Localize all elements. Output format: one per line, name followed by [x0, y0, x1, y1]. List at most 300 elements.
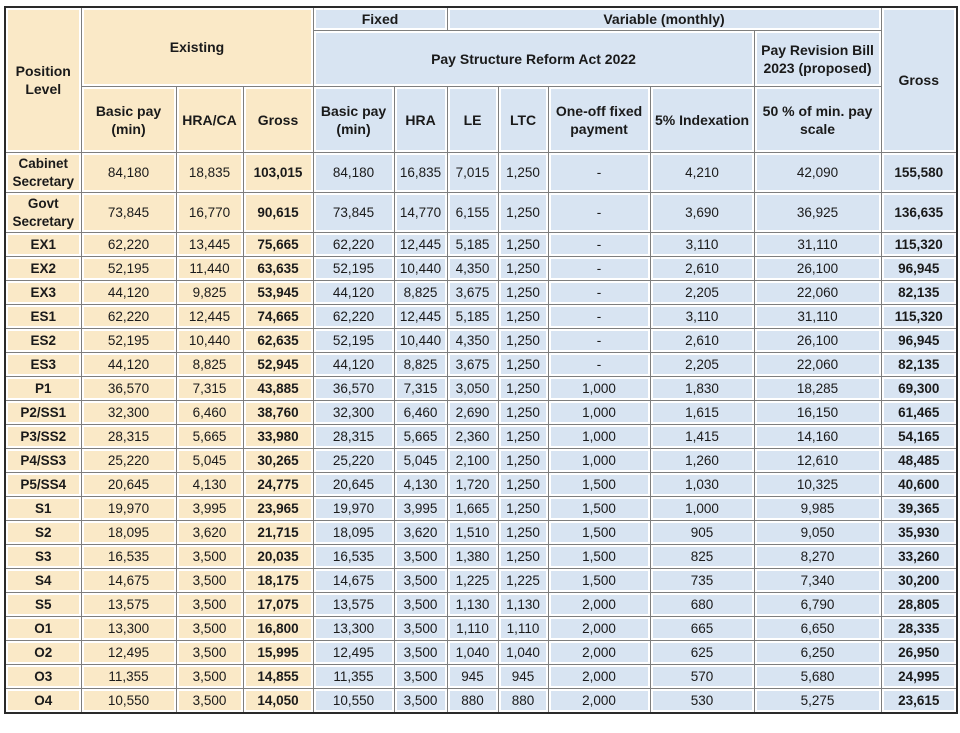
existing-hra-ca-cell: 3,500 [176, 641, 243, 665]
fixed-group-header: Fixed [313, 7, 447, 31]
existing-gross-cell: 14,050 [243, 689, 313, 713]
half-min-pay-scale-cell: 6,650 [754, 617, 881, 641]
table-row [5, 665, 957, 689]
position-level-cell: ES1 [5, 305, 81, 329]
table-row [5, 257, 957, 281]
ltc-cell: 1,250 [498, 329, 548, 353]
gross-final-cell: 28,335 [881, 617, 957, 641]
one-off-fixed-payment-cell: 1,500 [548, 473, 650, 497]
hra-cell: 3,500 [394, 617, 447, 641]
existing-hra-ca-cell: 5,045 [176, 449, 243, 473]
existing-gross-cell: 16,800 [243, 617, 313, 641]
existing-hra-ca-cell: 3,500 [176, 665, 243, 689]
position-level-cell: Cabinet Secretary [5, 153, 81, 193]
ltc-cell: 880 [498, 689, 548, 713]
existing-hra-ca-cell: 3,500 [176, 545, 243, 569]
table-row [5, 497, 957, 521]
ltc-cell: 1,250 [498, 497, 548, 521]
le-cell: 5,185 [447, 233, 498, 257]
le-cell: 2,360 [447, 425, 498, 449]
le-cell: 1,720 [447, 473, 498, 497]
position-level-cell: P3/SS2 [5, 425, 81, 449]
hra-cell: 3,500 [394, 689, 447, 713]
indexation-cell: 1,000 [650, 497, 754, 521]
basic-pay-cell: 62,220 [313, 305, 394, 329]
one-off-fixed-payment-cell: - [548, 153, 650, 193]
position-level-cell: O1 [5, 617, 81, 641]
indexation-cell: 1,830 [650, 377, 754, 401]
indexation-cell: 530 [650, 689, 754, 713]
variable-monthly-group-header: Variable (monthly) [447, 7, 881, 31]
existing-hra-ca-cell: 3,500 [176, 689, 243, 713]
table-body [5, 153, 957, 713]
le-cell: 4,350 [447, 329, 498, 353]
existing-gross-cell: 38,760 [243, 401, 313, 425]
gross-final-header: Gross [881, 7, 957, 153]
existing-hra-ca-cell: 3,500 [176, 569, 243, 593]
table-row [5, 545, 957, 569]
half-min-pay-scale-cell: 6,250 [754, 641, 881, 665]
hra-cell: 14,770 [394, 193, 447, 233]
le-cell: 4,350 [447, 257, 498, 281]
hra-cell: 16,835 [394, 153, 447, 193]
existing-hra-ca-cell: 10,440 [176, 329, 243, 353]
gross-final-cell: 82,135 [881, 281, 957, 305]
indexation-cell: 680 [650, 593, 754, 617]
ltc-cell: 1,250 [498, 193, 548, 233]
position-level-cell: EX1 [5, 233, 81, 257]
existing-gross-cell: 14,855 [243, 665, 313, 689]
existing-basic-pay-cell: 14,675 [81, 569, 176, 593]
existing-basic-pay-cell: 62,220 [81, 305, 176, 329]
one-off-fixed-payment-cell: 1,500 [548, 545, 650, 569]
gross-final-cell: 26,950 [881, 641, 957, 665]
ltc-cell: 1,250 [498, 545, 548, 569]
basic-pay-cell: 16,535 [313, 545, 394, 569]
half-min-pay-scale-cell: 8,270 [754, 545, 881, 569]
existing-hra-ca-cell: 6,460 [176, 401, 243, 425]
one-off-fixed-payment-cell: 2,000 [548, 593, 650, 617]
existing-basic-pay-cell: 20,645 [81, 473, 176, 497]
one-off-fixed-payment-cell: 1,500 [548, 521, 650, 545]
existing-basic-pay-cell: 18,095 [81, 521, 176, 545]
gross-final-cell: 54,165 [881, 425, 957, 449]
ltc-cell: 1,130 [498, 593, 548, 617]
col-header-ltc: LTC [498, 87, 548, 153]
basic-pay-cell: 20,645 [313, 473, 394, 497]
existing-gross-cell: 74,665 [243, 305, 313, 329]
existing-basic-pay-cell: 32,300 [81, 401, 176, 425]
basic-pay-cell: 25,220 [313, 449, 394, 473]
ltc-cell: 1,250 [498, 353, 548, 377]
half-min-pay-scale-cell: 9,050 [754, 521, 881, 545]
table-row [5, 617, 957, 641]
one-off-fixed-payment-cell: - [548, 353, 650, 377]
le-cell: 2,100 [447, 449, 498, 473]
existing-hra-ca-cell: 18,835 [176, 153, 243, 193]
table-row [5, 521, 957, 545]
position-level-cell: EX2 [5, 257, 81, 281]
hra-cell: 3,500 [394, 593, 447, 617]
col-header-le: LE [447, 87, 498, 153]
table-row [5, 153, 957, 193]
one-off-fixed-payment-cell: 1,000 [548, 449, 650, 473]
table-row [5, 401, 957, 425]
hra-cell: 10,440 [394, 329, 447, 353]
ltc-cell: 1,250 [498, 377, 548, 401]
indexation-cell: 2,610 [650, 257, 754, 281]
position-level-cell: ES2 [5, 329, 81, 353]
hra-cell: 4,130 [394, 473, 447, 497]
hra-cell: 3,500 [394, 569, 447, 593]
half-min-pay-scale-cell: 18,285 [754, 377, 881, 401]
ltc-cell: 1,250 [498, 281, 548, 305]
one-off-fixed-payment-cell: - [548, 233, 650, 257]
basic-pay-cell: 12,495 [313, 641, 394, 665]
le-cell: 1,130 [447, 593, 498, 617]
table-row [5, 353, 957, 377]
hra-cell: 10,440 [394, 257, 447, 281]
indexation-cell: 905 [650, 521, 754, 545]
position-level-cell: P4/SS3 [5, 449, 81, 473]
revision-bill-2023-group-header: Pay Revision Bill 2023 (proposed) [754, 31, 881, 87]
existing-hra-ca-cell: 11,440 [176, 257, 243, 281]
table-row [5, 689, 957, 713]
header-row-groups-top [5, 7, 957, 31]
gross-final-cell: 30,200 [881, 569, 957, 593]
existing-hra-ca-cell: 3,620 [176, 521, 243, 545]
indexation-cell: 3,110 [650, 233, 754, 257]
le-cell: 1,380 [447, 545, 498, 569]
le-cell: 7,015 [447, 153, 498, 193]
position-level-header: Position Level [5, 7, 81, 153]
gross-final-cell: 33,260 [881, 545, 957, 569]
col-header-50pct-min-pay-scale: 50 % of min. pay scale [754, 87, 881, 153]
existing-basic-pay-cell: 11,355 [81, 665, 176, 689]
le-cell: 3,675 [447, 353, 498, 377]
col-header-basic-pay: Basic pay (min) [313, 87, 394, 153]
ltc-cell: 1,250 [498, 257, 548, 281]
indexation-cell: 1,615 [650, 401, 754, 425]
le-cell: 3,050 [447, 377, 498, 401]
le-cell: 1,110 [447, 617, 498, 641]
existing-basic-pay-cell: 19,970 [81, 497, 176, 521]
hra-cell: 3,500 [394, 665, 447, 689]
table-row [5, 281, 957, 305]
gross-final-cell: 39,365 [881, 497, 957, 521]
one-off-fixed-payment-cell: - [548, 329, 650, 353]
existing-gross-cell: 90,615 [243, 193, 313, 233]
existing-gross-cell: 75,665 [243, 233, 313, 257]
indexation-cell: 3,690 [650, 193, 754, 233]
hra-cell: 12,445 [394, 305, 447, 329]
table-row [5, 377, 957, 401]
existing-gross-cell: 21,715 [243, 521, 313, 545]
hra-cell: 3,500 [394, 545, 447, 569]
col-header-existing-basic-pay: Basic pay (min) [81, 87, 176, 153]
half-min-pay-scale-cell: 10,325 [754, 473, 881, 497]
half-min-pay-scale-cell: 7,340 [754, 569, 881, 593]
indexation-cell: 570 [650, 665, 754, 689]
hra-cell: 5,045 [394, 449, 447, 473]
le-cell: 1,665 [447, 497, 498, 521]
gross-final-cell: 69,300 [881, 377, 957, 401]
existing-gross-cell: 33,980 [243, 425, 313, 449]
one-off-fixed-payment-cell: - [548, 257, 650, 281]
existing-gross-cell: 17,075 [243, 593, 313, 617]
position-level-cell: S3 [5, 545, 81, 569]
position-level-cell: O4 [5, 689, 81, 713]
hra-cell: 7,315 [394, 377, 447, 401]
indexation-cell: 1,260 [650, 449, 754, 473]
table-row [5, 233, 957, 257]
table-row [5, 329, 957, 353]
position-level-cell: Govt Secretary [5, 193, 81, 233]
basic-pay-cell: 52,195 [313, 257, 394, 281]
one-off-fixed-payment-cell: - [548, 193, 650, 233]
one-off-fixed-payment-cell: 1,500 [548, 497, 650, 521]
position-level-cell: S5 [5, 593, 81, 617]
position-level-cell: O2 [5, 641, 81, 665]
table-row [5, 449, 957, 473]
hra-cell: 5,665 [394, 425, 447, 449]
existing-hra-ca-cell: 9,825 [176, 281, 243, 305]
le-cell: 1,510 [447, 521, 498, 545]
gross-final-cell: 115,320 [881, 233, 957, 257]
existing-gross-cell: 18,175 [243, 569, 313, 593]
half-min-pay-scale-cell: 31,110 [754, 305, 881, 329]
existing-gross-cell: 15,995 [243, 641, 313, 665]
basic-pay-cell: 84,180 [313, 153, 394, 193]
half-min-pay-scale-cell: 22,060 [754, 353, 881, 377]
one-off-fixed-payment-cell: - [548, 281, 650, 305]
half-min-pay-scale-cell: 16,150 [754, 401, 881, 425]
indexation-cell: 2,610 [650, 329, 754, 353]
header-row-columns [5, 87, 957, 153]
existing-gross-cell: 62,635 [243, 329, 313, 353]
existing-hra-ca-cell: 3,500 [176, 617, 243, 641]
gross-final-cell: 28,805 [881, 593, 957, 617]
half-min-pay-scale-cell: 31,110 [754, 233, 881, 257]
existing-hra-ca-cell: 16,770 [176, 193, 243, 233]
half-min-pay-scale-cell: 36,925 [754, 193, 881, 233]
position-level-cell: P5/SS4 [5, 473, 81, 497]
ltc-cell: 1,250 [498, 449, 548, 473]
ltc-cell: 1,250 [498, 473, 548, 497]
indexation-cell: 735 [650, 569, 754, 593]
ltc-cell: 1,225 [498, 569, 548, 593]
gross-final-cell: 40,600 [881, 473, 957, 497]
existing-gross-cell: 24,775 [243, 473, 313, 497]
existing-gross-cell: 52,945 [243, 353, 313, 377]
existing-basic-pay-cell: 36,570 [81, 377, 176, 401]
half-min-pay-scale-cell: 5,275 [754, 689, 881, 713]
col-header-one-off-fixed-payment: One-off fixed payment [548, 87, 650, 153]
existing-basic-pay-cell: 52,195 [81, 257, 176, 281]
le-cell: 1,040 [447, 641, 498, 665]
le-cell: 2,690 [447, 401, 498, 425]
existing-basic-pay-cell: 62,220 [81, 233, 176, 257]
table-row [5, 425, 957, 449]
indexation-cell: 625 [650, 641, 754, 665]
existing-basic-pay-cell: 44,120 [81, 281, 176, 305]
half-min-pay-scale-cell: 14,160 [754, 425, 881, 449]
table-row [5, 193, 957, 233]
existing-basic-pay-cell: 16,535 [81, 545, 176, 569]
existing-gross-cell: 30,265 [243, 449, 313, 473]
col-header-5pct-indexation: 5% Indexation [650, 87, 754, 153]
table-row [5, 305, 957, 329]
existing-gross-cell: 23,965 [243, 497, 313, 521]
position-level-cell: S4 [5, 569, 81, 593]
position-level-cell: O3 [5, 665, 81, 689]
half-min-pay-scale-cell: 9,985 [754, 497, 881, 521]
one-off-fixed-payment-cell: 2,000 [548, 665, 650, 689]
ltc-cell: 1,250 [498, 233, 548, 257]
gross-final-cell: 115,320 [881, 305, 957, 329]
existing-group-header: Existing [81, 7, 313, 87]
basic-pay-cell: 44,120 [313, 281, 394, 305]
gross-final-cell: 23,615 [881, 689, 957, 713]
ltc-cell: 1,040 [498, 641, 548, 665]
pay-comparison-table [4, 6, 958, 714]
indexation-cell: 665 [650, 617, 754, 641]
gross-final-cell: 82,135 [881, 353, 957, 377]
one-off-fixed-payment-cell: 1,500 [548, 569, 650, 593]
existing-gross-cell: 43,885 [243, 377, 313, 401]
basic-pay-cell: 18,095 [313, 521, 394, 545]
existing-basic-pay-cell: 13,300 [81, 617, 176, 641]
existing-hra-ca-cell: 7,315 [176, 377, 243, 401]
existing-gross-cell: 53,945 [243, 281, 313, 305]
gross-final-cell: 24,995 [881, 665, 957, 689]
basic-pay-cell: 11,355 [313, 665, 394, 689]
reform-act-2022-group-header: Pay Structure Reform Act 2022 [313, 31, 754, 87]
existing-hra-ca-cell: 5,665 [176, 425, 243, 449]
one-off-fixed-payment-cell: 1,000 [548, 425, 650, 449]
ltc-cell: 945 [498, 665, 548, 689]
half-min-pay-scale-cell: 12,610 [754, 449, 881, 473]
basic-pay-cell: 36,570 [313, 377, 394, 401]
existing-hra-ca-cell: 8,825 [176, 353, 243, 377]
basic-pay-cell: 32,300 [313, 401, 394, 425]
table-row [5, 593, 957, 617]
gross-final-cell: 136,635 [881, 193, 957, 233]
one-off-fixed-payment-cell: 2,000 [548, 617, 650, 641]
basic-pay-cell: 52,195 [313, 329, 394, 353]
ltc-cell: 1,250 [498, 425, 548, 449]
basic-pay-cell: 62,220 [313, 233, 394, 257]
basic-pay-cell: 73,845 [313, 193, 394, 233]
indexation-cell: 825 [650, 545, 754, 569]
indexation-cell: 2,205 [650, 281, 754, 305]
le-cell: 880 [447, 689, 498, 713]
gross-final-cell: 96,945 [881, 329, 957, 353]
position-level-cell: ES3 [5, 353, 81, 377]
col-header-hra: HRA [394, 87, 447, 153]
indexation-cell: 4,210 [650, 153, 754, 193]
table-row [5, 641, 957, 665]
col-header-existing-hra-ca: HRA/CA [176, 87, 243, 153]
existing-basic-pay-cell: 44,120 [81, 353, 176, 377]
hra-cell: 8,825 [394, 353, 447, 377]
existing-hra-ca-cell: 4,130 [176, 473, 243, 497]
one-off-fixed-payment-cell: 2,000 [548, 689, 650, 713]
basic-pay-cell: 10,550 [313, 689, 394, 713]
half-min-pay-scale-cell: 5,680 [754, 665, 881, 689]
hra-cell: 3,620 [394, 521, 447, 545]
existing-hra-ca-cell: 12,445 [176, 305, 243, 329]
gross-final-cell: 96,945 [881, 257, 957, 281]
half-min-pay-scale-cell: 42,090 [754, 153, 881, 193]
basic-pay-cell: 13,575 [313, 593, 394, 617]
hra-cell: 3,500 [394, 641, 447, 665]
le-cell: 6,155 [447, 193, 498, 233]
existing-basic-pay-cell: 13,575 [81, 593, 176, 617]
gross-final-cell: 61,465 [881, 401, 957, 425]
ltc-cell: 1,250 [498, 305, 548, 329]
basic-pay-cell: 14,675 [313, 569, 394, 593]
hra-cell: 12,445 [394, 233, 447, 257]
existing-gross-cell: 103,015 [243, 153, 313, 193]
indexation-cell: 1,415 [650, 425, 754, 449]
position-level-cell: P1 [5, 377, 81, 401]
one-off-fixed-payment-cell: - [548, 305, 650, 329]
half-min-pay-scale-cell: 6,790 [754, 593, 881, 617]
gross-final-cell: 48,485 [881, 449, 957, 473]
position-level-cell: EX3 [5, 281, 81, 305]
position-level-cell: P2/SS1 [5, 401, 81, 425]
existing-basic-pay-cell: 84,180 [81, 153, 176, 193]
table-row [5, 569, 957, 593]
existing-basic-pay-cell: 25,220 [81, 449, 176, 473]
existing-hra-ca-cell: 13,445 [176, 233, 243, 257]
existing-basic-pay-cell: 10,550 [81, 689, 176, 713]
existing-hra-ca-cell: 3,500 [176, 593, 243, 617]
ltc-cell: 1,250 [498, 153, 548, 193]
half-min-pay-scale-cell: 26,100 [754, 257, 881, 281]
one-off-fixed-payment-cell: 2,000 [548, 641, 650, 665]
existing-basic-pay-cell: 12,495 [81, 641, 176, 665]
indexation-cell: 2,205 [650, 353, 754, 377]
position-level-cell: S2 [5, 521, 81, 545]
existing-gross-cell: 63,635 [243, 257, 313, 281]
existing-basic-pay-cell: 52,195 [81, 329, 176, 353]
existing-gross-cell: 20,035 [243, 545, 313, 569]
half-min-pay-scale-cell: 22,060 [754, 281, 881, 305]
existing-basic-pay-cell: 73,845 [81, 193, 176, 233]
indexation-cell: 3,110 [650, 305, 754, 329]
ltc-cell: 1,110 [498, 617, 548, 641]
le-cell: 1,225 [447, 569, 498, 593]
basic-pay-cell: 28,315 [313, 425, 394, 449]
le-cell: 3,675 [447, 281, 498, 305]
le-cell: 945 [447, 665, 498, 689]
hra-cell: 6,460 [394, 401, 447, 425]
hra-cell: 8,825 [394, 281, 447, 305]
table-row [5, 473, 957, 497]
indexation-cell: 1,030 [650, 473, 754, 497]
half-min-pay-scale-cell: 26,100 [754, 329, 881, 353]
hra-cell: 3,995 [394, 497, 447, 521]
one-off-fixed-payment-cell: 1,000 [548, 401, 650, 425]
basic-pay-cell: 19,970 [313, 497, 394, 521]
ltc-cell: 1,250 [498, 521, 548, 545]
existing-hra-ca-cell: 3,995 [176, 497, 243, 521]
gross-final-cell: 155,580 [881, 153, 957, 193]
position-level-cell: S1 [5, 497, 81, 521]
ltc-cell: 1,250 [498, 401, 548, 425]
